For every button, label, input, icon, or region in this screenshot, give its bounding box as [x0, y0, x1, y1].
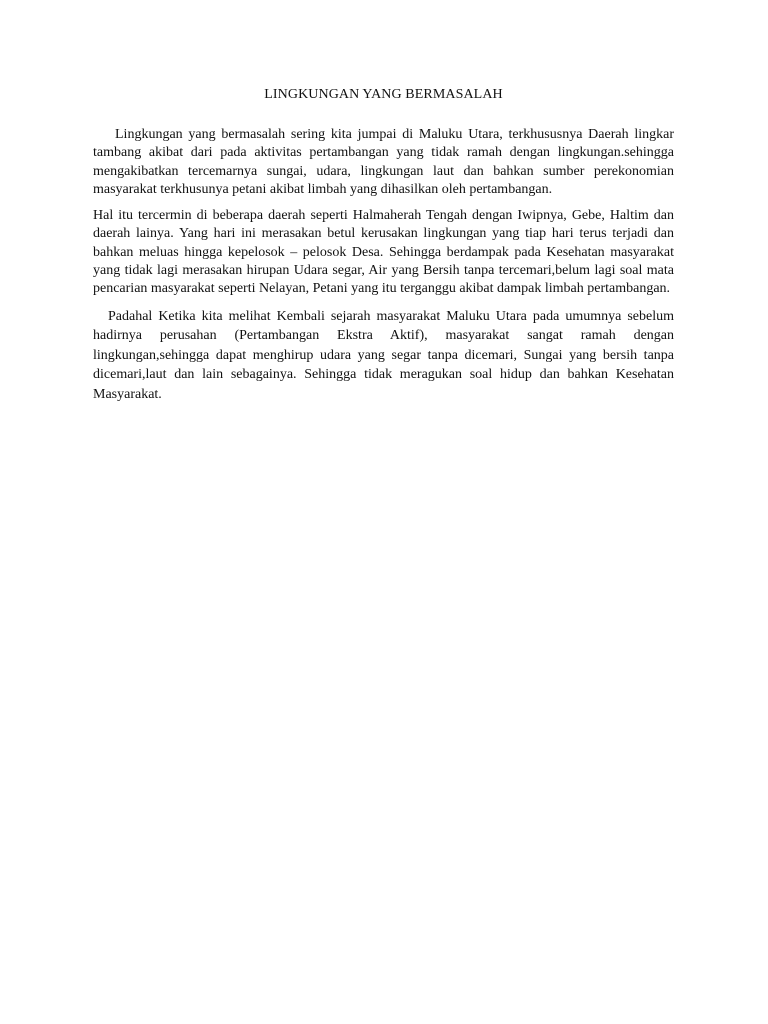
paragraph-2: Hal itu tercermin di beberapa daerah seperti Halmaherah Tengah dengan Iwipnya, Gebe, Haltim dan daerah lainya. Yang hari ini merasakan betul kerusakan lingkungan yang tiap hari terus terjadi dan bahkan meluas hingga kepelosok – pelosok Desa. Sehingga berdampak pada Kesehatan masyarakat yang tidak lagi merasakan hirupan Udara segar, Air yang Bersih tanpa tercemari,belum lagi soal mata pencarian masyarakat seperti Nelayan, Petani yang itu terganggu akibat dampak limbah pertambangan. [93, 208, 674, 297]
document-body [93, 84, 674, 412]
paragraph-3: Padahal Ketika kita melihat Kembali sejarah masyarakat Maluku Utara pada umumnya sebelum hadirnya perusahan (Pertambangan Ekstra Aktif), masyarakat sangat ramah dengan lingkungan,sehingga dapat menghirup udara yang segar tanpa dicemari, Sungai yang bersih tanpa dicemari,laut dan lain sebagainya. Sehingga tidak meragukan soal hidup dan bahkan Kesehatan Masyarakat. [93, 308, 674, 402]
document-title: LINGKUNGAN YANG BERMASALAH [264, 87, 503, 102]
paragraph-1: Lingkungan yang bermasalah sering kita jumpai di Maluku Utara, terkhususnya Daerah lingkar tambang akibat dari pada aktivitas pertambangan yang tidak ramah dengan lingkungan.sehingga mengakibatkan tercemarnya sungai, udara, lingkungan laut dan bahkan sumber perekonomian masyarakat terkhusunya petani akibat limbah yang dihasilkan oleh pertambangan. [93, 127, 674, 197]
